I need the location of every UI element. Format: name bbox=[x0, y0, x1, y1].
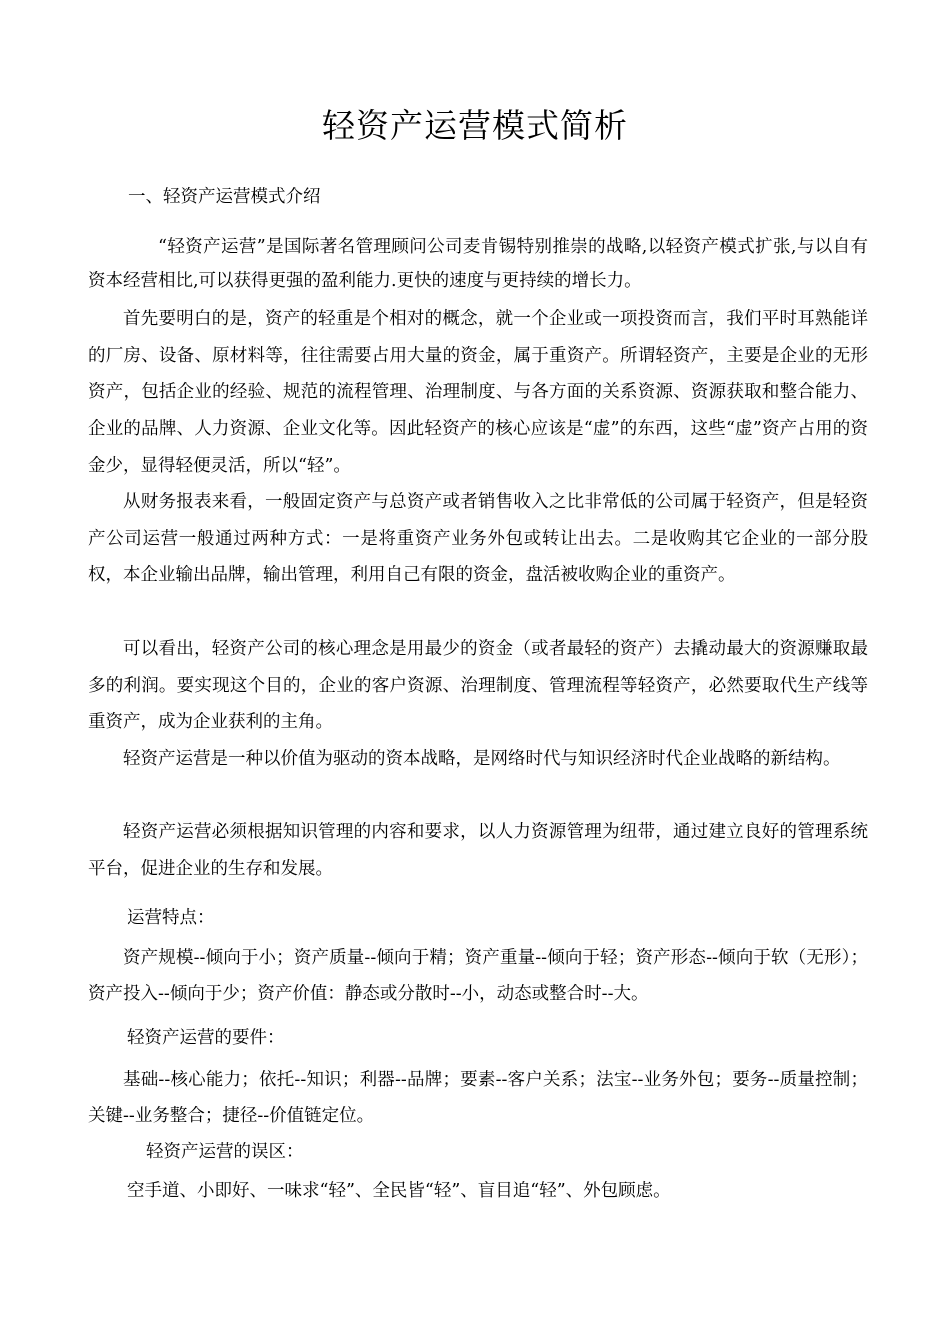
document-title: 轻资产运营模式简析 bbox=[322, 106, 628, 145]
features-label: 运营特点： bbox=[127, 908, 215, 928]
elements-label: 轻资产运营的要件： bbox=[127, 1028, 285, 1048]
intro-paragraph: “轻资产运营”是国际著名管理顾问公司麦肯锡特别推崇的战略,以轻资产模式扩张,与以自有资本经营相比,可以获得更强的盈利能力.更快的速度与更持续的增长力。 bbox=[88, 237, 868, 291]
paragraph-knowledge-management: 轻资产运营必须根据知识管理的内容和要求，以人力资源管理为纽带，通过建立良好的管理系统平台，促进企业的生存和发展。 bbox=[88, 822, 868, 879]
paragraph-core-idea: 可以看出，轻资产公司的核心理念是用最少的资金（或者最轻的资产）去撬动最大的资源赚取最多的利润。要实现这个目的，企业的客户资源、治理制度、管理流程等轻资产，必然要取代生产线等重资产，成为企业获利的主角。 bbox=[88, 639, 868, 733]
paragraph-financial-view: 从财务报表来看，一般固定资产与总资产或者销售收入之比非常低的公司属于轻资产，但是轻资产公司运营一般通过两种方式：一是将重资产业务外包或转让出去。二是收购其它企业的一部分股权，本企业输出品牌，输出管理，利用自己有限的资金，盘活被收购企业的重资产。 bbox=[88, 492, 868, 586]
paragraph-value-strategy: 轻资产运营是一种以价值为驱动的资本战略，是网络时代与知识经济时代企业战略的新结构。 bbox=[123, 749, 841, 769]
paragraph-asset-concept: 首先要明白的是，资产的轻重是个相对的概念，就一个企业或一项投资而言，我们平时耳熟能详的厂房、设备、原材料等，往往需要占用大量的资金，属于重资产。所谓轻资产，主要是企业的无形资产，包括企业的经验、规范的流程管理、治理制度、与各方面的关系资源、资源获取和整合能力、企业的品牌、人力资源、企业文化等。因此轻资产的核心应该是“虚”的东西，这些“虚”资产占用的资金少，显得轻便灵活，所以“轻”。 bbox=[88, 309, 868, 476]
section-heading: 一、轻资产运营模式介绍 bbox=[128, 187, 321, 207]
pitfalls-label: 轻资产运营的误区： bbox=[146, 1142, 304, 1162]
pitfalls-text: 空手道、小即好、一味求“轻”、全民皆“轻”、盲目追“轻”、外包顾虑。 bbox=[127, 1181, 671, 1201]
features-text: 资产规模--倾向于小；资产质量--倾向于精；资产重量--倾向于轻；资产形态--倾向于软（无形）；资产投入--倾向于少；资产价值：静态或分散时--小，动态或整合时--大。 bbox=[88, 948, 868, 1004]
elements-text: 基础--核心能力；依托--知识；利器--品牌；要素--客户关系；法宝--业务外包；要务--质量控制；关键--业务整合；捷径--价值链定位。 bbox=[88, 1070, 868, 1126]
